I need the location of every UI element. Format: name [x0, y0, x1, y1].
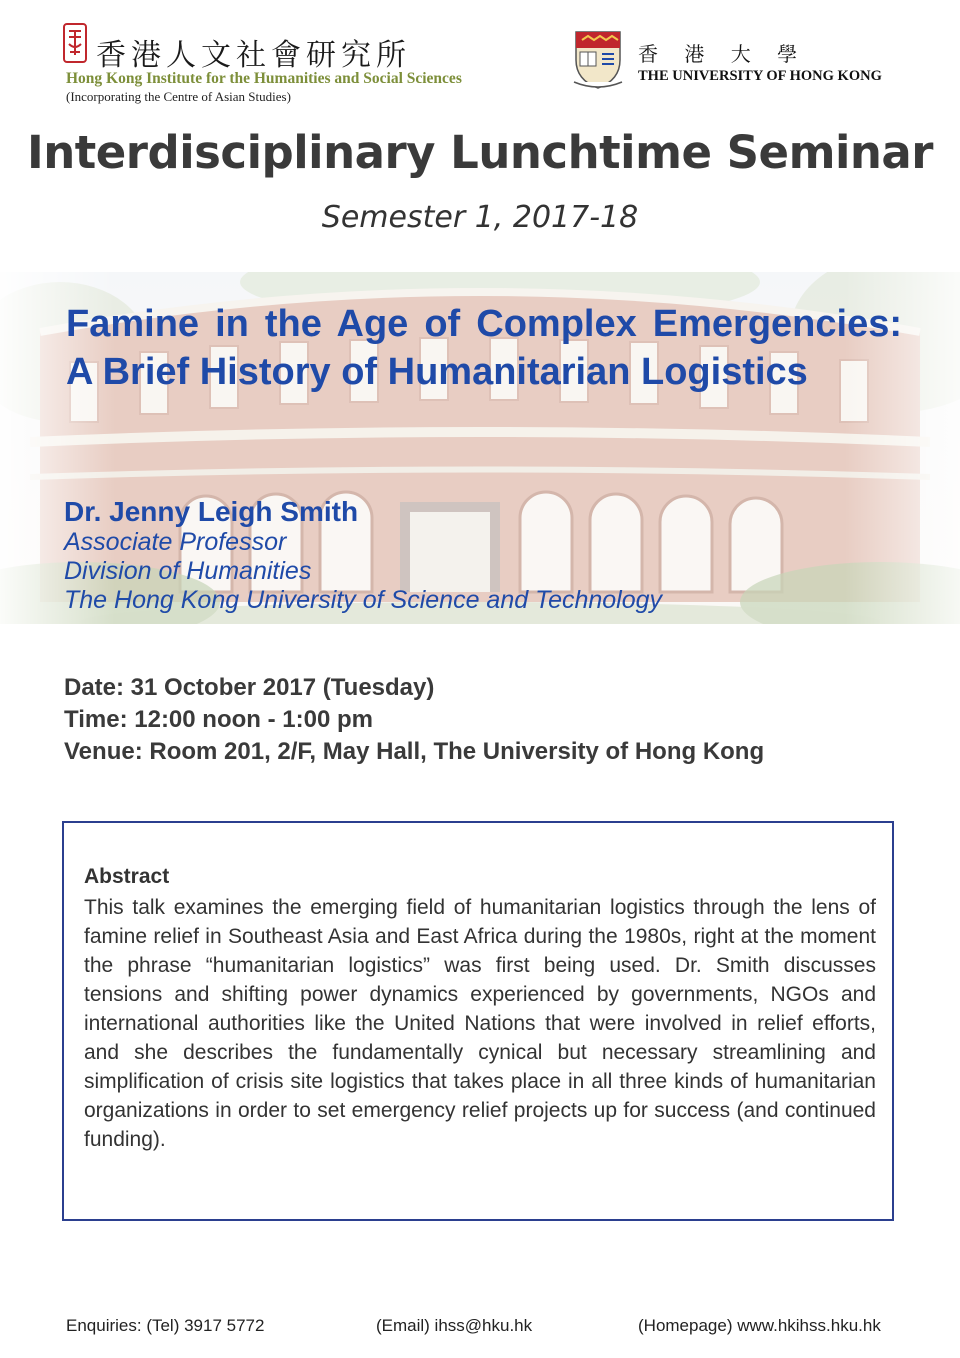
series-title: Interdisciplinary Lunchtime Seminar	[27, 126, 933, 179]
hku-name-english: THE UNIVERSITY OF HONG KONG	[638, 68, 882, 84]
abstract-text: This talk examines the emerging field of humanitarian logistics through the lens of famine relief in Southeast Asia and East Africa during the 1980s, right at the moment the phrase “humanitarian logistics” was first being used. Dr. Smith discusses tensions and shifting power dynamics experienced by governments, NGOs and international authorities like the United Nations that were involved in relief efforts, and she describes the fundamentally cynical but necessary streamlining and simplification of crisis site logistics that takes place in all three kinds of humanitarian organizations in order to set emergency relief projects up for success (and continued funding).	[84, 896, 876, 1151]
speaker-division: Division of Humanities	[64, 557, 312, 585]
ihss-name-chinese: 香港人文社會研究所	[96, 38, 411, 73]
semester-label: Semester 1, 2017-18	[321, 200, 639, 235]
abstract-box	[62, 821, 894, 1221]
event-details	[64, 672, 764, 768]
talk-title: Famine in the Age of Complex Emergencies: A Brief History of Humanitarian Logistics	[66, 303, 902, 393]
speaker-position: Associate Professor	[64, 528, 287, 556]
ihss-logo	[62, 22, 522, 108]
event-date: Date: 31 October 2017 (Tuesday)	[64, 674, 435, 701]
hku-name-chinese: 香 港 大 學	[638, 42, 808, 66]
footer-telephone: Enquiries: (Tel) 3917 5772	[66, 1316, 265, 1335]
abstract-heading: Abstract	[84, 865, 170, 888]
ihss-subtitle: (Incorporating the Centre of Asian Studies)	[66, 89, 291, 104]
speaker-institution: The Hong Kong University of Science and Technology	[64, 586, 663, 614]
ihss-seal-icon	[62, 22, 88, 64]
speaker-block	[64, 496, 924, 615]
event-venue: Venue: Room 201, 2/F, May Hall, The University of Hong Kong	[64, 738, 765, 765]
hku-logo	[572, 28, 912, 100]
footer-email[interactable]: (Email) ihss@hku.hk	[376, 1316, 533, 1335]
event-time: Time: 12:00 noon - 1:00 pm	[64, 706, 373, 733]
hku-crest-icon	[572, 28, 624, 92]
speaker-name: Dr. Jenny Leigh Smith	[64, 496, 359, 527]
footer-homepage[interactable]: (Homepage) www.hkihss.hku.hk	[638, 1316, 881, 1335]
ihss-name-english: Hong Kong Institute for the Humanities and Social Sciences	[66, 70, 462, 87]
